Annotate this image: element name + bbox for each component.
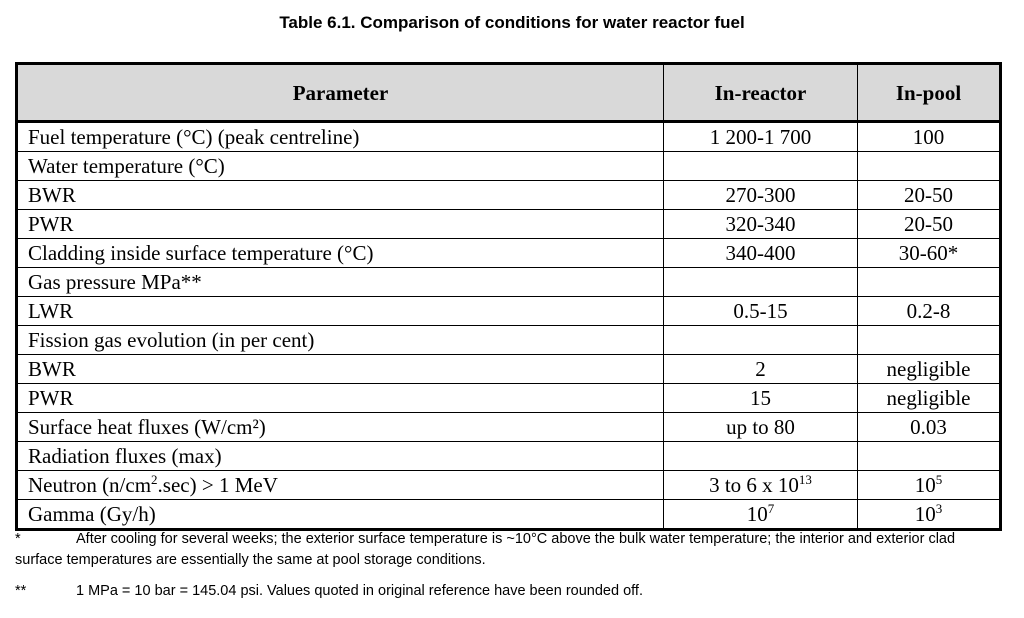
- in-pool-cell: [858, 442, 1001, 471]
- neutron-label-exponent: 2: [151, 472, 158, 487]
- in-pool-cell: 100: [858, 122, 1001, 152]
- parameter-cell: PWR: [17, 210, 664, 239]
- in-pool-cell: [858, 152, 1001, 181]
- in-reactor-cell: [664, 326, 858, 355]
- header-in-reactor: In-reactor: [664, 64, 858, 122]
- table-row: [17, 413, 1001, 442]
- header-parameter: Parameter: [17, 64, 664, 122]
- footnote-1: [15, 529, 1005, 571]
- gamma-reactor-exponent: 7: [767, 501, 775, 516]
- parameter-cell: Fuel temperature (°C) (peak centreline): [17, 122, 664, 152]
- table-row: [17, 210, 1001, 239]
- in-pool-cell: [858, 500, 1001, 530]
- in-reactor-cell: [664, 500, 858, 530]
- parameter-cell: Surface heat fluxes (W/cm²): [17, 413, 664, 442]
- in-pool-cell: [858, 268, 1001, 297]
- in-pool-cell: 30-60*: [858, 239, 1001, 268]
- table-row: [17, 355, 1001, 384]
- in-reactor-cell: 340-400: [664, 239, 858, 268]
- neutron-label-pre: Neutron (n/cm: [28, 473, 152, 497]
- table-row-neutron: [17, 471, 1001, 500]
- neutron-reactor-base: 3 to 6 x 10: [709, 473, 799, 497]
- parameter-cell: BWR: [17, 181, 664, 210]
- footnote-2-text: 1 MPa = 10 bar = 145.04 psi. Values quoted in original reference have been rounded off.: [76, 583, 643, 599]
- in-reactor-cell: [664, 471, 858, 500]
- parameter-cell: Gas pressure MPa**: [17, 268, 664, 297]
- in-reactor-cell: 2: [664, 355, 858, 384]
- parameter-cell: LWR: [17, 297, 664, 326]
- in-reactor-cell: [664, 268, 858, 297]
- neutron-reactor-exponent: 13: [798, 472, 812, 487]
- in-pool-cell: 0.03: [858, 413, 1001, 442]
- footnote-1-marker: *: [15, 531, 21, 547]
- table-row: [17, 122, 1001, 152]
- in-reactor-cell: 15: [664, 384, 858, 413]
- parameter-cell: BWR: [17, 355, 664, 384]
- table-row: [17, 384, 1001, 413]
- gamma-pool-exponent: 3: [935, 501, 943, 516]
- in-reactor-cell: 0.5-15: [664, 297, 858, 326]
- in-reactor-cell: 320-340: [664, 210, 858, 239]
- in-pool-cell: 20-50: [858, 181, 1001, 210]
- table-row: [17, 239, 1001, 268]
- table-row: [17, 326, 1001, 355]
- table-row-gamma: [17, 500, 1001, 530]
- table-row: [17, 268, 1001, 297]
- in-pool-cell: negligible: [858, 355, 1001, 384]
- in-reactor-cell: up to 80: [664, 413, 858, 442]
- in-pool-cell: 0.2-8: [858, 297, 1001, 326]
- parameter-cell: PWR: [17, 384, 664, 413]
- table-row: [17, 442, 1001, 471]
- footnote-1-text: After cooling for several weeks; the exterior surface temperature is ~10°C above the bulk water temperature; the interior and exterior clad surface temperatures are essentially the same at pool storage conditions.: [15, 531, 956, 568]
- header-in-pool: In-pool: [858, 64, 1001, 122]
- footnote-2-marker: **: [15, 583, 27, 599]
- conditions-table: [15, 62, 1002, 531]
- parameter-cell: Gamma (Gy/h): [17, 500, 664, 530]
- in-reactor-cell: [664, 442, 858, 471]
- parameter-cell: Radiation fluxes (max): [17, 442, 664, 471]
- in-reactor-cell: 270-300: [664, 181, 858, 210]
- table-row: [17, 297, 1001, 326]
- table-caption: Table 6.1. Comparison of conditions for water reactor fuel: [279, 13, 745, 32]
- table-header-row: [17, 64, 1001, 122]
- parameter-cell: Fission gas evolution (in per cent): [17, 326, 664, 355]
- parameter-cell: Cladding inside surface temperature (°C): [17, 239, 664, 268]
- table-row: [17, 181, 1001, 210]
- neutron-pool-exponent: 5: [935, 472, 943, 487]
- neutron-label-post: .sec) > 1 MeV: [157, 473, 278, 497]
- in-reactor-cell: [664, 152, 858, 181]
- in-pool-cell: 20-50: [858, 210, 1001, 239]
- in-reactor-cell: 1 200-1 700: [664, 122, 858, 152]
- neutron-pool-base: 10: [914, 473, 936, 497]
- gamma-pool-base: 10: [914, 502, 936, 526]
- in-pool-cell: [858, 326, 1001, 355]
- in-pool-cell: [858, 471, 1001, 500]
- parameter-cell: [17, 471, 664, 500]
- gamma-reactor-base: 10: [746, 502, 768, 526]
- in-pool-cell: negligible: [858, 384, 1001, 413]
- table-row: [17, 152, 1001, 181]
- parameter-cell: Water temperature (°C): [17, 152, 664, 181]
